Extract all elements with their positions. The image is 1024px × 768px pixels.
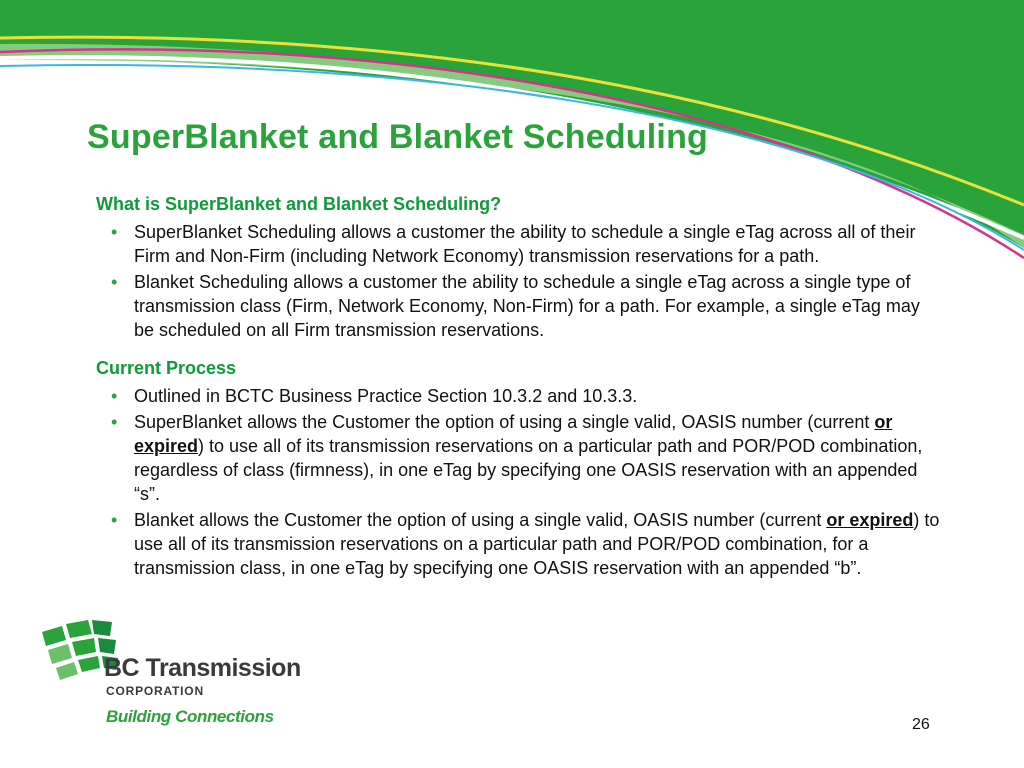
bullet-item	[96, 270, 941, 342]
bullet-icon: •	[111, 412, 118, 432]
section-current-process	[96, 356, 941, 580]
bullet-emphasis: or expired	[134, 412, 893, 456]
bullet-text-after: ) to use all of its transmission reservations on a particular path and POR/POD combination, for a transmission class, in one eTag by specifying one OASIS reservation with an appended “b”.	[134, 510, 940, 578]
bullet-icon: •	[111, 386, 118, 406]
bullet-icon: •	[111, 222, 118, 242]
page-number: 26	[912, 716, 930, 733]
section-heading: Current Process	[96, 358, 237, 378]
logo-tagline: Building Connections	[106, 707, 274, 726]
bullet-text: Outlined in BCTC Business Practice Section 10.3.2 and 10.3.3.	[134, 386, 638, 406]
bullet-list	[96, 384, 941, 580]
bullet-text: SuperBlanket Scheduling allows a customer the ability to schedule a single eTag across all of their Firm and Non-Firm (including Network Economy) transmission reservations for a path.	[134, 222, 916, 266]
logo-corporation: CORPORATION	[106, 684, 204, 698]
section-heading: What is SuperBlanket and Blanket Scheduling?	[96, 194, 502, 214]
bullet-item	[96, 508, 941, 580]
slide-content	[96, 192, 941, 582]
bullet-list	[96, 220, 941, 342]
bullet-item	[96, 220, 941, 268]
bullet-text: Blanket Scheduling allows a customer the ability to schedule a single eTag across a single type of transmission class (Firm, Network Economy, Non-Firm) for a path. For example, a single eTag may be scheduled on all Firm transmission reservations.	[134, 272, 920, 340]
bullet-text-after: ) to use all of its transmission reservations on a particular path and POR/POD combination, regardless of class (firmness), in one eTag by specifying one OASIS reservation with an appended “s”.	[134, 436, 923, 504]
bullet-item	[96, 410, 941, 506]
bullet-icon: •	[111, 272, 118, 292]
bullet-icon: •	[111, 510, 118, 530]
bullet-item	[96, 384, 941, 408]
bullet-text-before: Blanket allows the Customer the option of using a single valid, OASIS number (current	[134, 510, 827, 530]
bullet-emphasis: or expired	[826, 510, 914, 530]
slide-title: SuperBlanket and Blanket Scheduling	[87, 118, 709, 156]
logo-company-name: BC Transmission	[104, 654, 301, 682]
section-what-is	[96, 192, 941, 342]
bullet-text-before: SuperBlanket allows the Customer the option of using a single valid, OASIS number (current	[134, 412, 875, 432]
